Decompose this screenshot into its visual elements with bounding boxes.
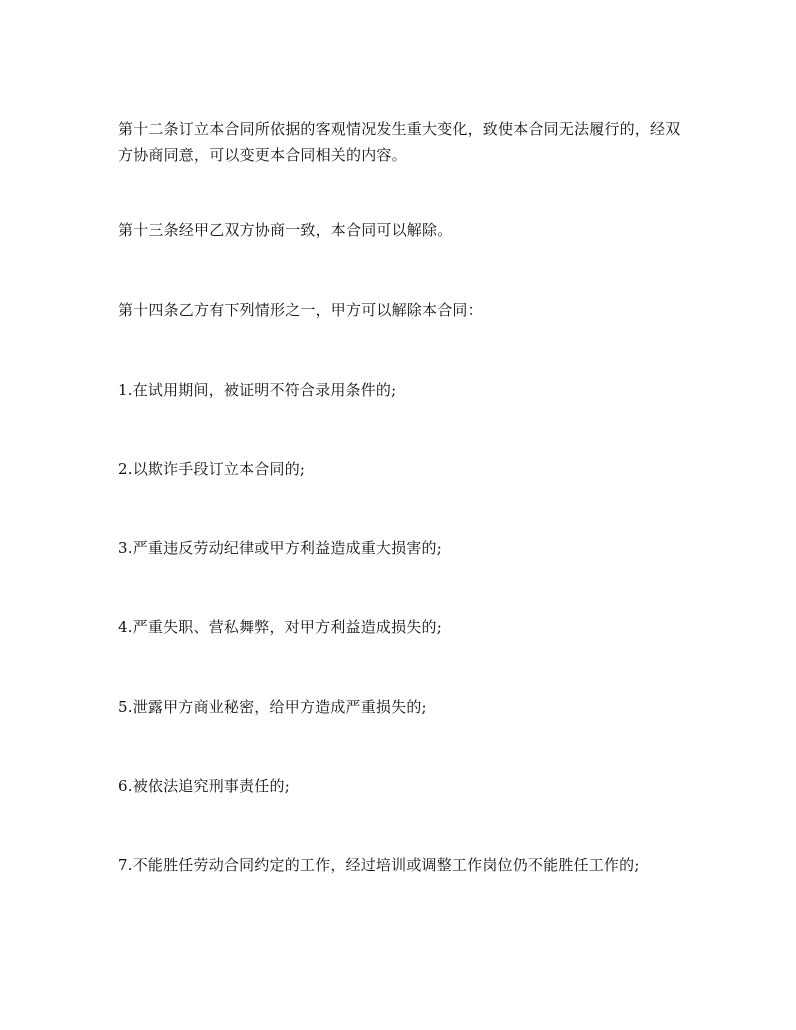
- list-item-6: 6.被依法追究刑事责任的;: [118, 777, 290, 795]
- list-item-4: 4.严重失职、营私舞弊，对甲方利益造成损失的;: [118, 618, 442, 636]
- paragraph-article-14: 第十四条乙方有下列情形之一，甲方可以解除本合同：: [118, 301, 483, 319]
- list-item-7: 7.不能胜任劳动合同约定的工作，经过培训或调整工作岗位仍不能胜任工作的;: [118, 856, 640, 874]
- paragraph-article-12: 第十二条订立本合同所依据的客观情况发生重大变化，致使本合同无法履行的，经双方协商同意，可以变更本合同相关的内容。: [118, 120, 681, 164]
- paragraph-article-13: 第十三条经甲乙双方协商一致，本合同可以解除。: [118, 221, 453, 239]
- list-item-5: 5.泄露甲方商业秘密，给甲方造成严重损失的;: [118, 698, 427, 716]
- list-item-2: 2.以欺诈手段订立本合同的;: [118, 460, 306, 478]
- list-item-1: 1.在试用期间，被证明不符合录用条件的;: [118, 381, 397, 399]
- list-item-3: 3.严重违反劳动纪律或甲方利益造成重大损害的;: [118, 539, 442, 557]
